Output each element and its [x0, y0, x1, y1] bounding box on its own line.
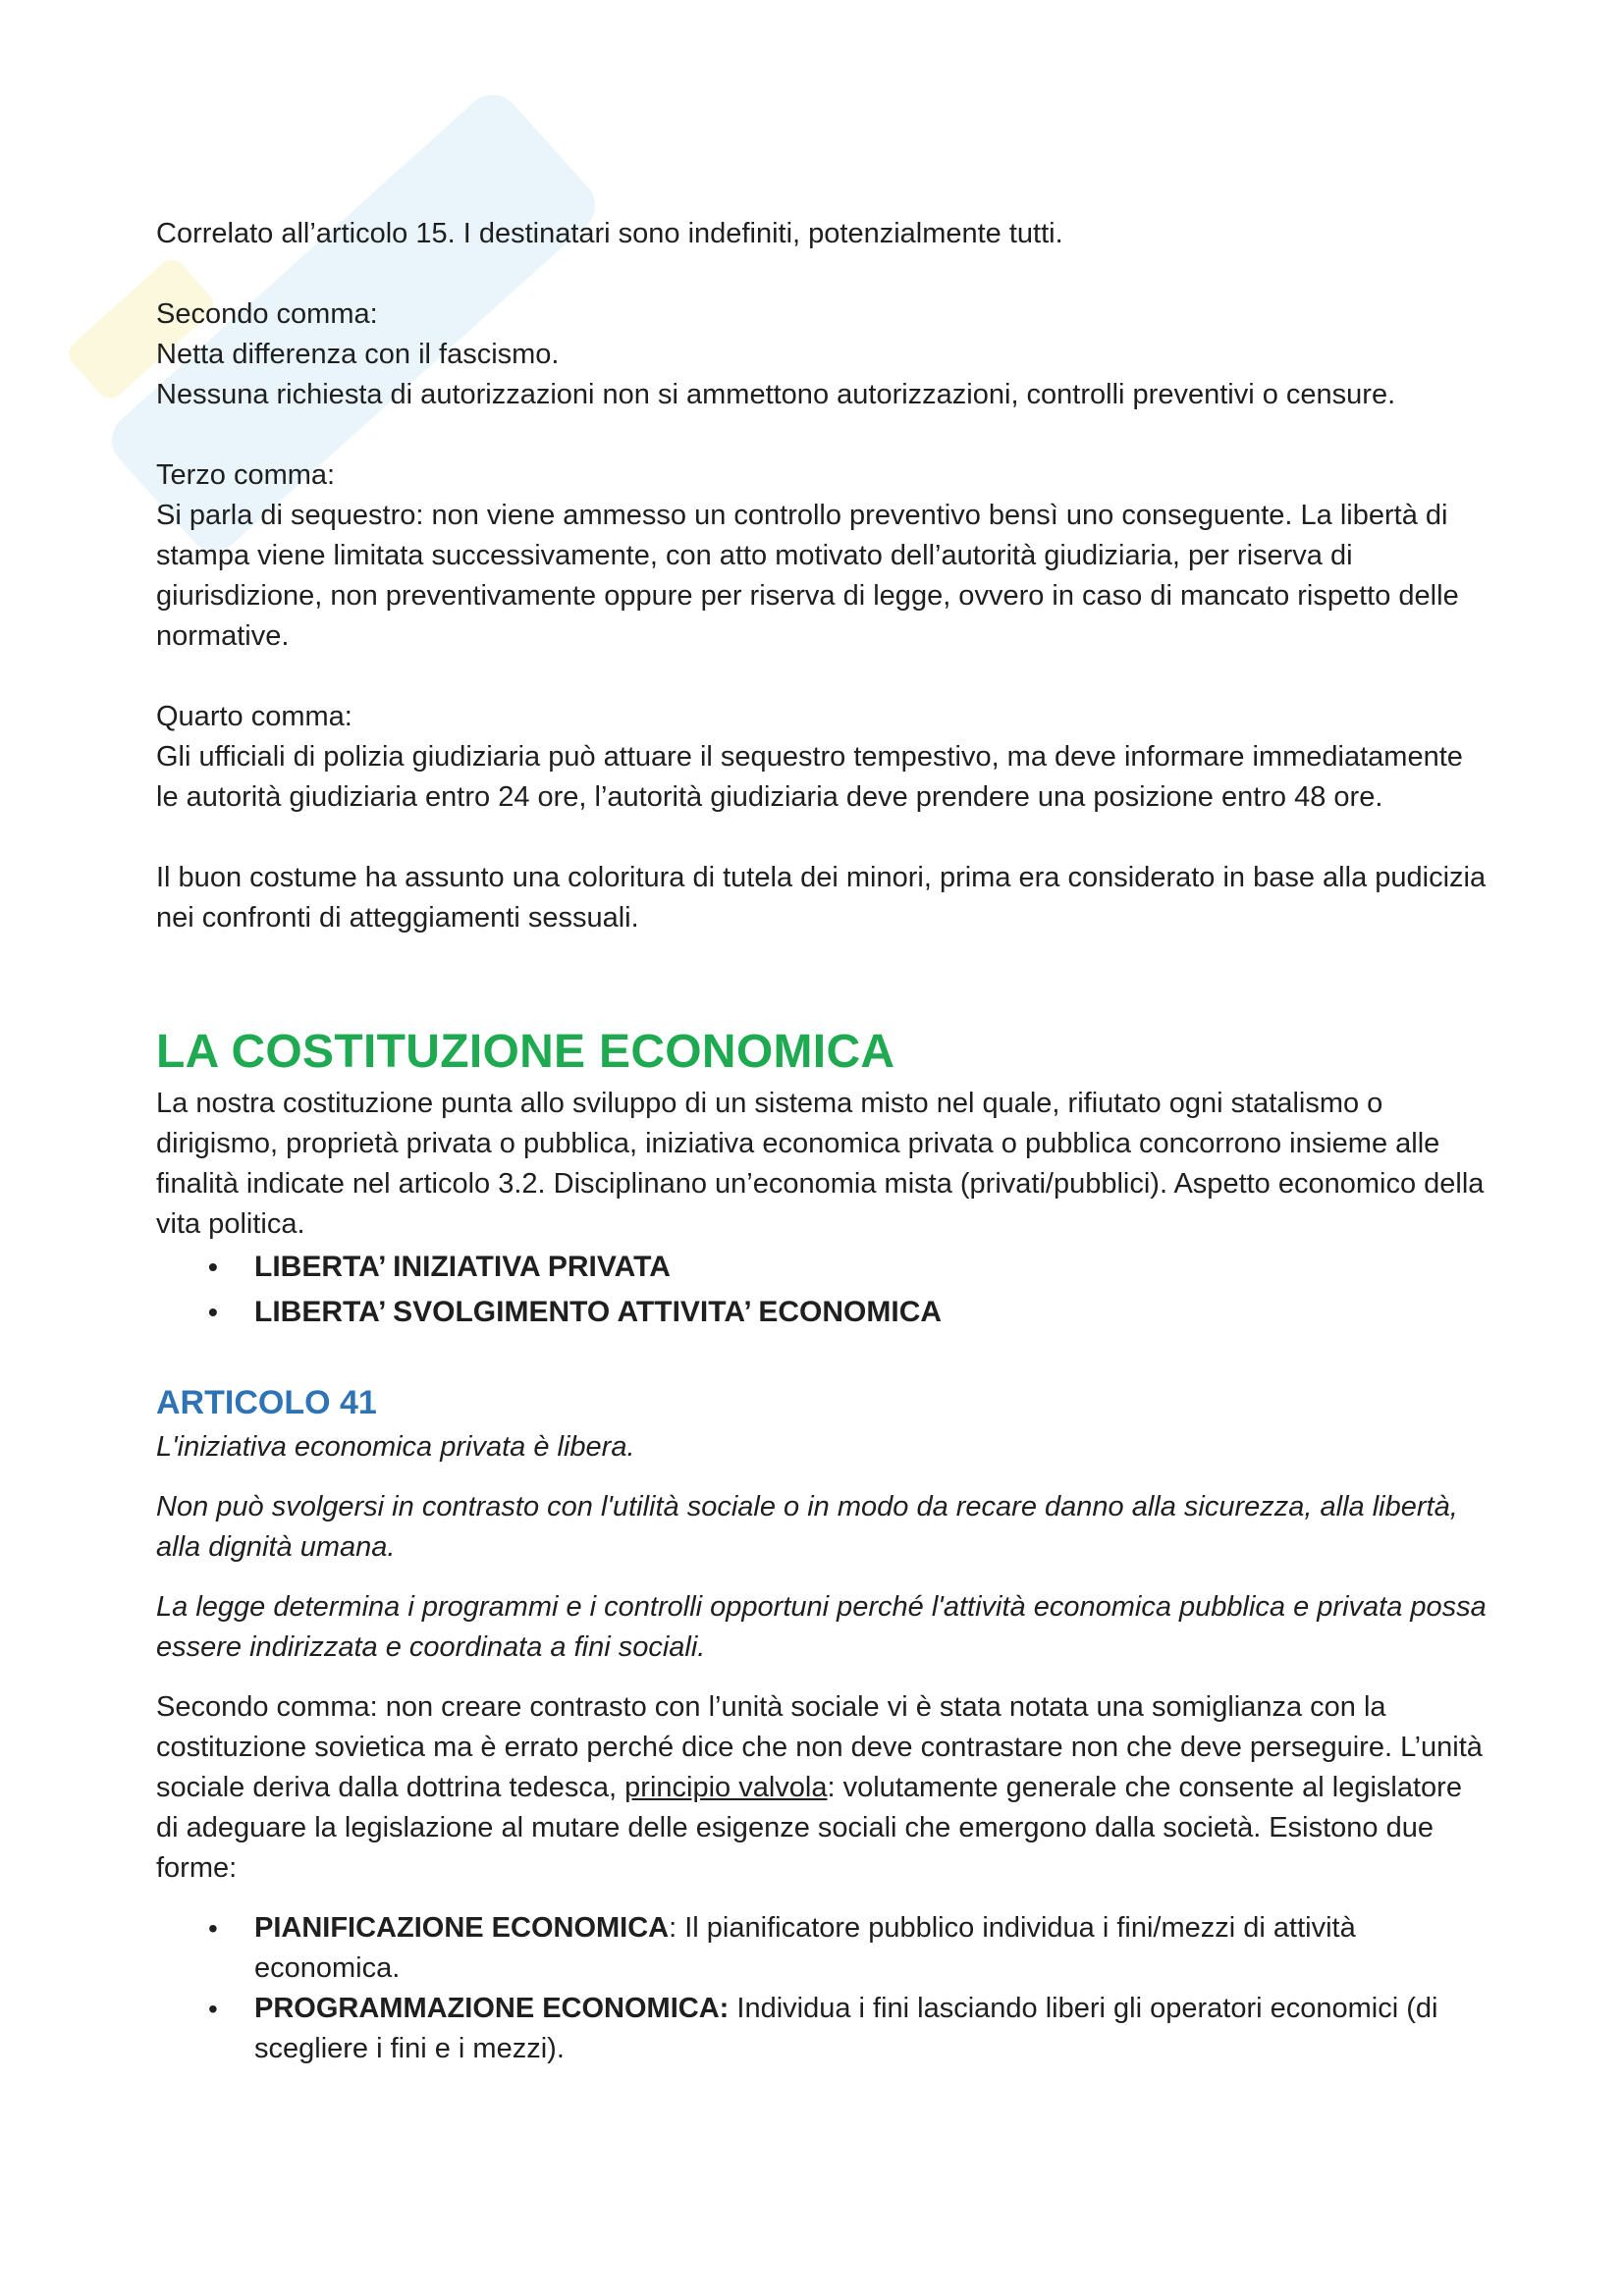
freedom-list — [156, 1245, 1491, 1335]
terzo-comma-heading: Terzo comma: — [156, 459, 336, 491]
secondo-comma-heading: Secondo comma: — [156, 298, 378, 330]
terzo-comma-body: Si parla di sequestro: non viene ammesso un controllo preventivo bensì uno conseguente. La libertà di stampa viene limitata successivamente, con atto motivato dell’autorità giudiziaria, per riserva di giurisdizione, non preventivamente oppure per riserva di legge, ovvero in caso di mancato rispetto delle normative. — [156, 500, 1459, 652]
article-comma-1: L'iniziativa economica privata è libera. — [156, 1431, 635, 1463]
principio-valvola-term: principio valvola — [624, 1772, 828, 1803]
article-comma-2: Non può svolgersi in contrasto con l'utilità sociale o in modo da recare danno alla sicurezza, alla libertà, alla dignità umana. — [156, 1491, 1458, 1563]
buon-costume-paragraph: Il buon costume ha assunto una coloritura di tutela dei minori, prima era considerato in base alla pudicizia nei confronti di atteggiamenti sessuali. — [156, 862, 1487, 934]
quarto-comma-body: Gli ufficiali di polizia giudiziaria può attuare il sequestro tempestivo, ma deve informare immediatamente le autorità giudiziaria entro 24 ore, l’autorità giudiziaria deve prendere una posizione entro 48 ore. — [156, 741, 1463, 813]
list-item: • PROGRAMMAZIONE ECONOMICA: Individua i fini lasciando liberi gli operatori economici (di scegliere i fini e i mezzi). — [156, 1989, 1491, 2069]
intro-paragraph: Correlato all’articolo 15. I destinatari sono indefiniti, potenzialmente tutti. — [156, 218, 1063, 249]
bullet-icon: • — [208, 1297, 218, 1327]
document-page — [156, 214, 1491, 2069]
secondo-comma-line2: Nessuna richiesta di autorizzazioni non si ammettono autorizzazioni, controlli preventivi o censure. — [156, 379, 1396, 410]
article-comma-3: La legge determina i programmi e i controlli opportuni perché l'attività economica pubblica e privata possa essere indirizzata e coordinata a fini sociali. — [156, 1591, 1487, 1663]
bullet-icon: • — [208, 1913, 218, 1944]
section-title: LA COSTITUZIONE ECONOMICA — [156, 1026, 895, 1078]
article-comment: Secondo comma: non creare contrasto con l’unità sociale vi è stata notata una somiglianza con la costituzione sovietica ma è errato perché dice che non deve contrastare non che deve perseguire. L’unità sociale deriva dalla dottrina tedesca, principio valvola: volutamente generale che consente al legislatore di adeguare la legislazione al mutare delle esigenze sociali che emergono dalla società. Esistono due forme: — [156, 1691, 1483, 1884]
article-title: ARTICOLO 41 — [156, 1384, 377, 1421]
forms-list — [156, 1908, 1491, 2069]
quarto-comma-heading: Quarto comma: — [156, 701, 352, 732]
bullet-icon: • — [208, 1994, 218, 2024]
bullet-icon: • — [208, 1252, 218, 1282]
list-item: • LIBERTA’ INIZIATIVA PRIVATA — [156, 1245, 1491, 1290]
list-item: • LIBERTA’ SVOLGIMENTO ATTIVITA’ ECONOMICA — [156, 1290, 1491, 1335]
section-intro: La nostra costituzione punta allo sviluppo di un sistema misto nel quale, rifiutato ogni statalismo o dirigismo, proprietà privata o pubblica, iniziativa economica privata o pubblica concorrono insieme alle finalità indicate nel articolo 3.2. Disciplinano un’economia mista (privati/pubblici). Aspetto economico della vita politica. — [156, 1088, 1485, 1240]
secondo-comma-line1: Netta differenza con il fascismo. — [156, 339, 560, 370]
list-item: • PIANIFICAZIONE ECONOMICA: Il pianificatore pubblico individua i fini/mezzi di attività economica. — [156, 1908, 1491, 1989]
